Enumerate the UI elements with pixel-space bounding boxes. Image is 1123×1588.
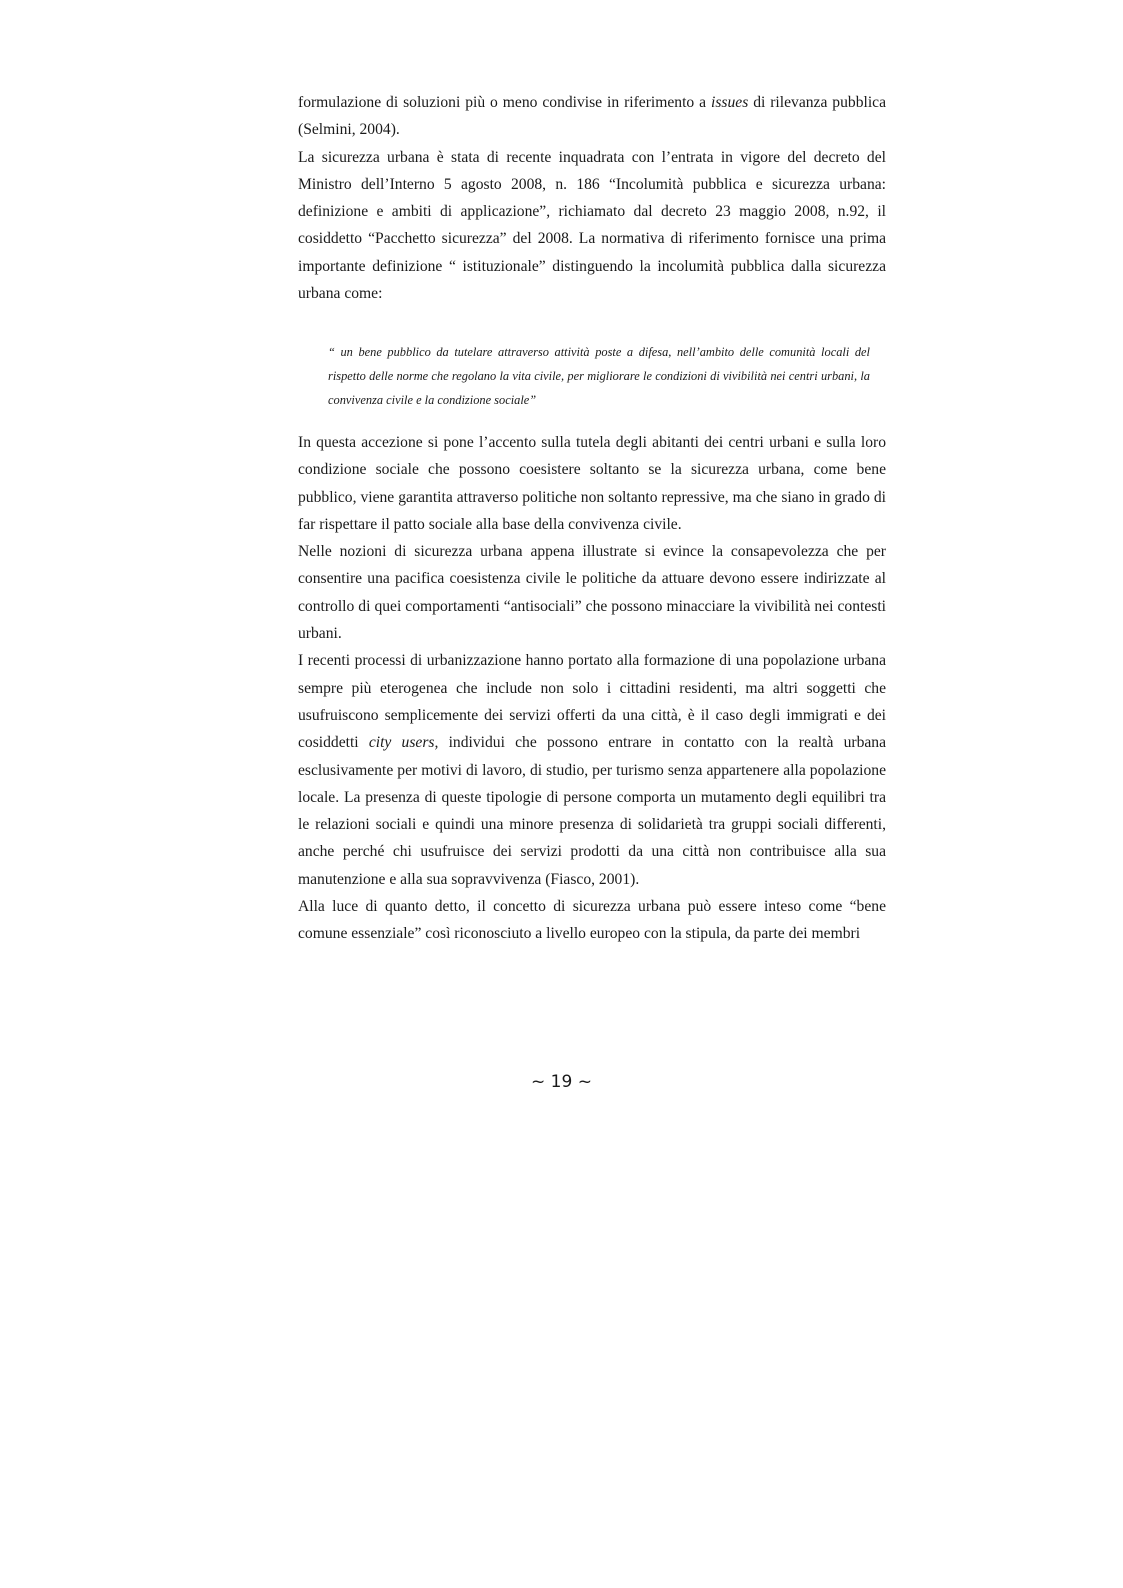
page-number: ~ 19 ~: [531, 1072, 592, 1092]
paragraph-6: Alla luce di quanto detto, il concetto di sicurezza urbana può essere inteso come “bene comune essenziale” così riconosciuto a livello europeo con la stipula, da parte dei membri: [298, 898, 886, 943]
paragraph-5-end: individui che possono entrare in contatto con la realtà urbana esclusivamente per motivi di lavoro, di studio, per turismo senza appartenere alla popolazione locale. La presenza di queste tipologie di persone comporta un mutamento degli equilibri tra le relazioni sociali e quindi una minore presenza di solidarietà tra gruppi sociali differenti, anche perché chi usufruisce dei servizi prodotti da una città non contribuisce alla sua manutenzione e alla sua sopravvivenza (Fiasco, 2001).: [298, 734, 887, 888]
body-text-top: [298, 89, 886, 307]
paragraph-5: [298, 647, 886, 893]
paragraph-1: [298, 89, 886, 144]
paragraph-5-start: I recenti processi di urbanizzazione hanno portato alla formazione di una popolazione urbana sempre più eterogenea che include non solo i cittadini residenti, ma altri soggetti che usufruiscono semplicemente dei servizi offerti da una città, è il caso degli immigrati e dei cosiddetti: [298, 652, 886, 752]
paragraph-3: In questa accezione si pone l’accento sulla tutela degli abitanti dei centri urbani e sulla loro condizione sociale che possono coesistere soltanto se la sicurezza urbana, come bene pubblico, viene garantita attraverso politiche non soltanto repressive, ma che siano in grado di far rispettare il patto sociale alla base della convivenza civile.: [298, 434, 886, 533]
paragraph-2: La sicurezza urbana è stata di recente inquadrata con l’entrata in vigore del decreto del Ministro dell’Interno 5 agosto 2008, n. 186 “Incolumità pubblica e sicurezza urbana: definizione e ambiti di applicazione”, richiamato dal decreto 23 maggio 2008, n.92, il cosiddetto “Pacchetto sicurezza” del 2008. La normativa di riferimento fornisce una prima importante definizione “ istituzionale” distinguendo la incolumità pubblica dalla sicurezza urbana come:: [298, 148, 886, 303]
paragraph-5-italic-term: city users,: [368, 734, 439, 752]
paragraph-1-start: formulazione di soluzioni più o meno condivise in riferimento a: [298, 94, 711, 111]
paragraph-1-end: di rilevanza pubblica (Selmini, 2004).: [298, 94, 886, 139]
block-quote: “ un bene pubblico da tutelare attraverso attività poste a difesa, nell’ambito delle comunità locali del rispetto delle norme che regolano la vita civile, per migliorare le condizioni di vivibilità nei centri urbani, la convivenza civile e la condizione sociale”: [328, 345, 870, 407]
body-text-bottom: [298, 429, 886, 948]
paragraph-4: Nelle nozioni di sicurezza urbana appena illustrate si evince la consapevolezza che per consentire una pacifica coesistenza civile le politiche da attuare devono essere indirizzate al controllo di quei comportamenti “antisociali” che possono minacciare la vivibilità nei contesti urbani.: [298, 543, 886, 643]
paragraph-1-italic-term: issues: [711, 94, 749, 111]
